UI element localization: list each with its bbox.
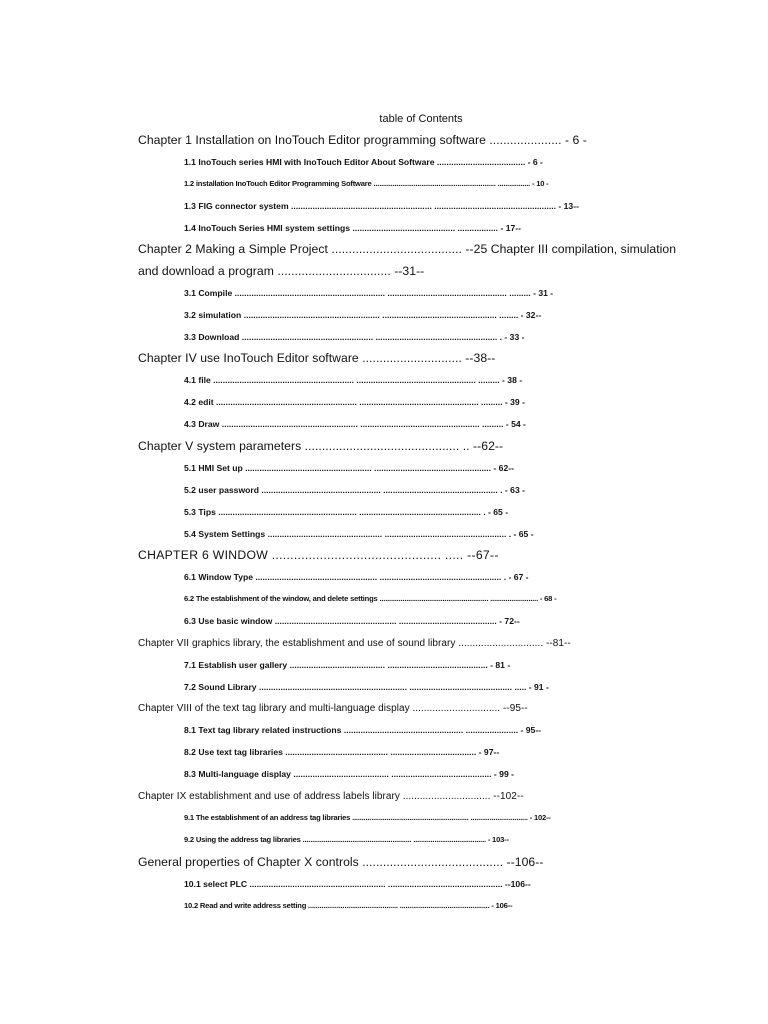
- toc-chapter-1: Chapter 1 Installation on InoTouch Editor programming software ..................... - 6 -: [138, 133, 587, 147]
- toc-section-6-1: 6.1 Window Type ................................................... ................................................... . - 67 -: [184, 572, 529, 582]
- toc-section-8-1: 8.1 Text tag library related instructions .................................................. ...................... - 95--: [184, 725, 542, 735]
- toc-section-5-4: 5.4 System Settings ................................................ ................................................... . - 65 -: [184, 529, 534, 539]
- toc-chapter-3: and download a program ................................. --31--: [138, 264, 425, 278]
- toc-section-1-1: 1.1 InoTouch series HMI with InoTouch Editor About Software ..................................... - 6 -: [184, 157, 543, 167]
- toc-section-8-3: 8.3 Multi-language display ........................................ .......................................... - 99 -: [184, 769, 514, 779]
- toc-section-4-3: 4.3 Draw ......................................................... .................................................. ......... - 54 -: [184, 419, 526, 429]
- toc-section-4-2: 4.2 edit ........................................................... .................................................. ......... - 39 -: [184, 397, 525, 407]
- toc-section-6-3: 6.3 Use basic window ................................................... ......................................... - 72--: [184, 616, 520, 626]
- toc-section-1-4: 1.4 InoTouch Series HMI system settings ........................................... ................. - 17--: [184, 223, 521, 233]
- toc-section-8-2: 8.2 Use text tag libraries ........................................... .................................... - 97--: [184, 747, 500, 757]
- toc-chapter-5: Chapter V system parameters ............................................. .. --62--: [138, 439, 504, 453]
- toc-section-3-2: 3.2 simulation ......................................................... ................................................ ........ - 32--: [184, 310, 542, 320]
- toc-section-5-3: 5.3 Tips .......................................................... ................................................... . - 65 -: [184, 507, 509, 517]
- toc-section-7-1: 7.1 Establish user gallery ........................................ .......................................... - 81 -: [184, 660, 511, 670]
- toc-section-5-2: 5.2 user password .................................................. ................................................ . - 63 -: [184, 485, 525, 495]
- toc-section-4-1: 4.1 file ........................................................... .................................................. ......... - 38 -: [184, 375, 523, 385]
- toc-section-10-1: 10.1 select PLC ......................................................... ................................................ --106--: [184, 879, 531, 889]
- toc-section-10-2: 10.2 Read and write address setting ............................................... ............................................... - 106--: [184, 901, 513, 910]
- toc-chapter-7: Chapter VII graphics library, the establishment and use of sound library .............................. --81--: [138, 638, 571, 649]
- toc-section-6-2: 6.2 The establishment of the window, and delete settings ......................................................... ......................... - 68 -: [184, 594, 557, 603]
- toc-section-9-1: 9.1 The establishment of an address tag libraries ............................................................. .............................. - 102--: [184, 813, 551, 822]
- toc-chapter-8: Chapter VIII of the text tag library and multi-language display ............................... --95--: [138, 703, 528, 714]
- toc-section-5-1: 5.1 HMI Set up ..................................................... ................................................. - 62--: [184, 463, 514, 473]
- toc-chapter-4: Chapter IV use InoTouch Editor software ............................. --38--: [138, 351, 496, 365]
- toc-chapter-9: Chapter IX establishment and use of address labels library ............................... --102--: [138, 791, 524, 802]
- toc-chapter-2: Chapter 2 Making a Simple Project ...................................... --25 Chapter III compilation, simulation: [138, 242, 677, 256]
- toc-section-1-3: 1.3 FIG connector system ........................................................... ................................................... - 13--: [184, 201, 579, 211]
- toc-title: table of Contents: [379, 113, 463, 125]
- toc-section-9-2: 9.2 Using the address tag libraries ......................................................... ...................................... - 103--: [184, 835, 509, 844]
- toc-section-3-3: 3.3 Download ....................................................... ................................................... . - 33 -: [184, 332, 525, 342]
- toc-section-1-2: 1.2 installation InoTouch Editor Programming Software ................................................................ ................. - 10 -: [184, 179, 549, 188]
- toc-chapter-6: CHAPTER 6 WINDOW .............................................. ..... --67--: [138, 548, 499, 562]
- toc-section-7-2: 7.2 Sound Library .............................................................. ........................................... ..... - 91 -: [184, 682, 549, 692]
- toc-section-3-1: 3.1 Compile ............................................................... .................................................. ......... - 31 -: [184, 288, 554, 298]
- toc-chapter-10: General properties of Chapter X controls ......................................... --106--: [138, 855, 544, 869]
